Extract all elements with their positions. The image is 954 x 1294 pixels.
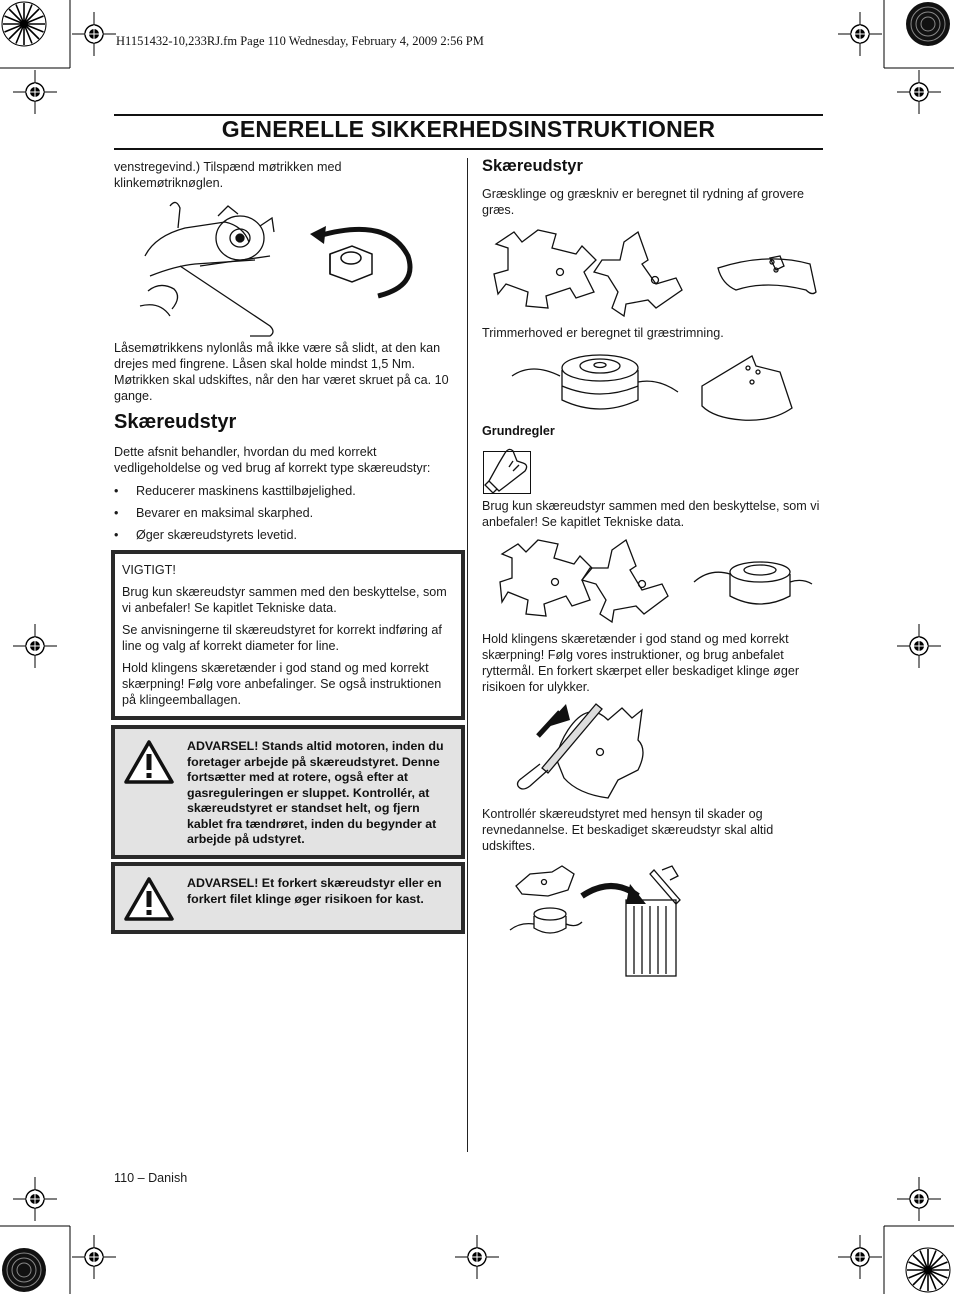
rule-text-1: Brug kun skæreudstyr sammen med den beskyttelse, som vi anbefaler! Se kapitlet Tekniske data.	[482, 499, 820, 529]
benefits-list	[114, 483, 460, 549]
warning-text-stop-engine: ADVARSEL! Stands altid motoren, inden du foretager arbejde på skæreudstyret. Denne fortsætter med at rotere, også efter at gasreguleringen er sluppet. Kontrollér, at skæreudstyret er standset helt, og fjern kablet fra tændrøret, inden du begynder at arbejde på udstyret.	[187, 739, 444, 846]
list-item: • Reducerer maskinens kasttilbøjelighed.	[114, 483, 460, 505]
page-title: GENERELLE SIKKERHEDSINSTRUKTIONER	[221, 116, 716, 142]
important-text-2: Se anvisningerne til skæreudstyret for korrekt indføring af line og valg af korrekt diameter for line.	[122, 623, 442, 653]
important-text-3: Hold klingens skæretænder i god stand og med korrekt skærpning! Følg vore anbefalinger. Se også instruktionen på klingeemballagen.	[122, 661, 442, 707]
tighten-nut-illustration	[140, 196, 420, 336]
rule-text-3: Kontrollér skæreudstyret med hensyn til skader og revnedannelse. Et beskadiget skæreudstyr skal altid udskiftes.	[482, 807, 774, 853]
intro-text: venstregevind.) Tilspænd møtrikken med klinkemøtriknøglen.	[114, 160, 342, 190]
warning-text-kickback: ADVARSEL! Et forkert skæreudstyr eller en forkert filet klinge øger risikoen for kast.	[187, 876, 442, 906]
section-intro: Dette afsnit behandler, hvordan du med korrekt vedligeholdelse og ved brug af korrekt type skæreudstyr:	[114, 445, 431, 475]
trimmer-head-illustration	[512, 346, 802, 422]
nut-text: Låsemøtrikkens nylonlås må ikke være så slidt, at den kan drejes med fingrene. Låsen skal holde mindst 1,5 Nm. Møtrikken skal udskiftes, når den har været skruet på ca. 10 gange.	[114, 341, 449, 403]
blades-illustration	[508, 224, 820, 320]
column-divider	[467, 158, 468, 1152]
print-header: H1151432-10,233RJ.fm Page 110 Wednesday, February 4, 2009 2:56 PM	[116, 34, 484, 48]
subheading-basic-rules: Grundregler	[482, 424, 555, 438]
rule-text-2: Hold klingens skæretænder i god stand og med korrekt skærpning! Følg vores instruktioner, og brug anbefalet ryttermål. En forkert skærpet eller beskadiget klinge øger risikoen for ulykker.	[482, 632, 800, 694]
cutting-attachments-illustration	[510, 536, 814, 628]
list-item: • Bevarer en maksimal skarphed.	[114, 505, 460, 527]
warning-box-kickback	[111, 862, 465, 934]
protective-glove-icon	[483, 451, 531, 494]
warning-triangle-icon	[123, 739, 175, 785]
page-footer: 110 – Danish	[114, 1171, 188, 1185]
important-label: VIGTIGT!	[122, 563, 176, 577]
list-item: • Øger skæreudstyrets levetid.	[114, 527, 460, 549]
title-rule-bottom	[114, 148, 823, 150]
file-sharpening-illustration	[508, 700, 658, 802]
discard-damaged-equipment-illustration	[510, 860, 690, 978]
trimmer-text: Trimmerhoved er beregnet til græstrimning.	[482, 326, 724, 340]
section-heading-right: Skæreudstyr	[482, 157, 583, 175]
important-box	[111, 550, 465, 720]
section-heading-left: Skæreudstyr	[114, 411, 237, 433]
warning-triangle-icon	[123, 876, 175, 922]
blades-text: Græsklinge og græskniv er beregnet til rydning af grovere græs.	[482, 187, 804, 217]
important-text-1: Brug kun skæreudstyr sammen med den beskyttelse, som vi anbefaler! Se kapitlet Tekniske data.	[122, 585, 447, 615]
warning-box-stop-engine	[111, 725, 465, 859]
